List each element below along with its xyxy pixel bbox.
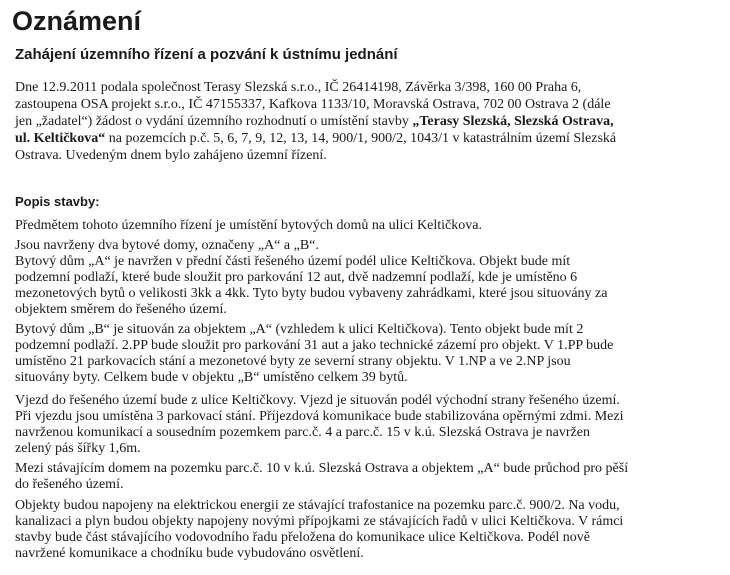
project-name: ul. Keltičkova“ <box>15 131 106 146</box>
paragraph <box>15 218 482 234</box>
paragraph-line: Bytový dům „B“ je situován za objektem „A“ (vzhledem k ulici Keltičkova). Tento objekt bude mít 2 <box>15 322 584 337</box>
paragraph-line: Objekty budou napojeny na elektrickou energii ze stávající trafostanice na pozemku parc.č. 900/2. Na vodu, <box>15 498 620 513</box>
paragraph-line: Předmětem tohoto územního řízení je umístění bytových domů na ulici Keltičkova. <box>15 218 482 233</box>
paragraph-line: objektem směrem do řešeného území. <box>15 302 227 317</box>
paragraph-line: podzemní podlaží. 2.PP bude sloužit pro parkování 31 aut a jako technické zázemí pro objekt. V 1.PP bude <box>15 338 614 353</box>
paragraph-line: zelený pás šířky 1,6m. <box>15 441 141 456</box>
paragraph-line: Jsou navrženy dva bytové domy, označeny „A“ a „B“. <box>15 238 319 253</box>
intro-text: jen „žadatel“) žádost o vydání územního rozhodnutí o umístění stavby <box>15 114 413 129</box>
paragraph-line: mezonetových bytů o velikosti 3kk a 4kk. Tyto byty budou vybaveny zahrádkami, které jsou situovány za <box>15 286 608 301</box>
paragraph-line: kanalizaci a plyn budou objekty napojeny novými přípojkami ze stávajících řadů v ulici Keltičkova. V rámci <box>15 514 624 529</box>
intro-line: Ostrava. Uvedeným dnem bylo zahájeno územní řízení. <box>15 148 327 163</box>
paragraph-line: situovány byty. Celkem bude v objektu „B“ umístěno celkem 39 bytů. <box>15 370 408 385</box>
paragraph <box>15 254 607 318</box>
paragraph-line: Bytový dům „A“ je navržen v přední části řešeného území podél ulice Keltičkova. Objekt bude mít <box>15 254 571 269</box>
paragraph-line: Vjezd do řešeného území bude z ulice Keltičkovy. Vjezd je situován podél východní strany řešeného území. <box>15 393 620 408</box>
document-title: Oznámení <box>12 6 142 36</box>
intro-line <box>15 131 616 147</box>
paragraph-line: umístěno 21 parkovacích stání a mezonetové byty ze severní strany objektu. V 1.NP a ve 2.NP jsou <box>15 354 571 369</box>
paragraph-line: stavby bude část stávajícího vodovodního řadu přeložena do komunikace ulice Keltičkova. Podél nově <box>15 530 591 545</box>
paragraph <box>15 238 319 254</box>
intro-text: na pozemcích p.č. 5, 6, 7, 9, 12, 13, 14, 900/1, 900/2, 1043/1 v katastrálním území Slezská <box>105 131 617 146</box>
paragraph <box>15 393 623 457</box>
paragraph-line: Mezi stávajícím domem na pozemku parc.č. 10 v k.ú. Slezská Ostrava a objektem „A“ bude průchod pro pěší <box>15 461 629 476</box>
paragraph <box>15 322 613 386</box>
paragraph <box>15 461 628 493</box>
paragraph-line: podzemní podlaží, které bude sloužit pro parkování 12 aut, dvě nadzemní podlaží, kde je umístěno 6 <box>15 270 578 285</box>
paragraph-line: Při vjezdu jsou umístěna 3 parkovací stání. Příjezdová komunikace bude stabilizována opěrnými zdmi. Mezi <box>15 409 624 424</box>
paragraph <box>15 498 623 562</box>
intro-line: zastoupena OSA projekt s.r.o., IČ 47155337, Kafkova 1133/10, Moravská Ostrava, 702 00 Ostrava 2 (dále <box>15 97 611 112</box>
intro-line: Dne 12.9.2011 podala společnost Terasy Slezská s.r.o., IČ 26414198, Závěrka 3/398, 160 00 Praha 6, <box>15 80 582 95</box>
paragraph-line: navržené komunikace a chodníku bude vybudováno osvětlení. <box>15 546 364 561</box>
paragraph-line: do řešeného území. <box>15 477 124 492</box>
document-subtitle: Zahájení územního řízení a pozvání k ústnímu jednání <box>15 46 398 63</box>
project-name: „Terasy Slezská, Slezská Ostrava, <box>412 114 614 129</box>
section-heading: Popis stavby: <box>15 194 100 209</box>
intro-line <box>15 114 614 130</box>
paragraph-line: navrženou komunikací a sousedním pozemkem parc.č. 4 a parc.č. 15 v k.ú. Slezská Ostrava je navržen <box>15 425 590 440</box>
